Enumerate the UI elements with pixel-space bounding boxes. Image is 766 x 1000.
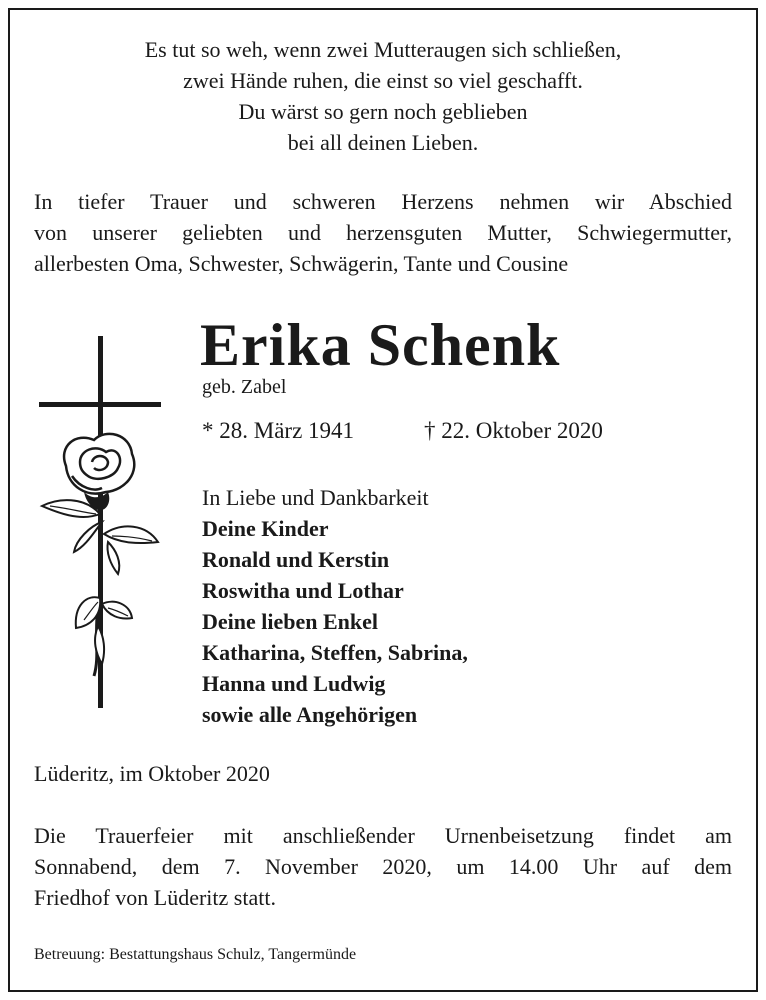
poem	[10, 34, 756, 158]
poem-line: Es tut so weh, wenn zwei Mutteraugen sich schließen,	[144, 37, 622, 62]
mourner-line: Hanna und Ludwig	[202, 671, 386, 696]
intro-line: von unserer geliebten und herzensguten Mutter, Schwiegermutter,	[34, 220, 732, 245]
mourner-line: sowie alle Angehörigen	[202, 702, 418, 727]
funeral-home-credit: Betreuung: Bestattungshaus Schulz, Tangermünde	[34, 946, 357, 963]
cross-with-rose-icon	[36, 336, 166, 716]
intro-line: allerbesten Oma, Schwester, Schwägerin, Tante und Cousine	[34, 251, 569, 276]
deceased-name: Erika Schenk	[200, 312, 561, 378]
mourner-line: Deine lieben Enkel	[202, 609, 379, 634]
death-date: † 22. Oktober 2020	[424, 418, 603, 443]
poem-line: bei all deinen Lieben.	[287, 130, 479, 155]
life-dates	[202, 416, 603, 446]
birth-name: geb. Zabel	[202, 376, 287, 398]
mourner-line: Ronald und Kerstin	[202, 547, 390, 572]
service-line: Sonnabend, dem 7. November 2020, um 14.00 Uhr auf dem	[34, 854, 732, 879]
mourner-line: Roswitha und Lothar	[202, 578, 404, 603]
obituary-notice	[8, 8, 758, 992]
mourners-list	[202, 482, 468, 730]
intro-text	[34, 186, 732, 279]
service-info	[34, 820, 732, 913]
place-date: Lüderitz, im Oktober 2020	[34, 761, 270, 786]
birth-date: * 28. März 1941	[202, 418, 355, 443]
mourners-intro: In Liebe und Dankbarkeit	[202, 485, 429, 510]
intro-line: In tiefer Trauer und schweren Herzens nehmen wir Abschied	[34, 189, 732, 214]
mourner-line: Deine Kinder	[202, 516, 329, 541]
poem-line: zwei Hände ruhen, die einst so viel geschafft.	[183, 68, 583, 93]
service-line: Friedhof von Lüderitz statt.	[34, 885, 276, 910]
mourner-line: Katharina, Steffen, Sabrina,	[202, 640, 468, 665]
poem-line: Du wärst so gern noch geblieben	[238, 99, 528, 124]
service-line: Die Trauerfeier mit anschließender Urnenbeisetzung findet am	[34, 823, 732, 848]
